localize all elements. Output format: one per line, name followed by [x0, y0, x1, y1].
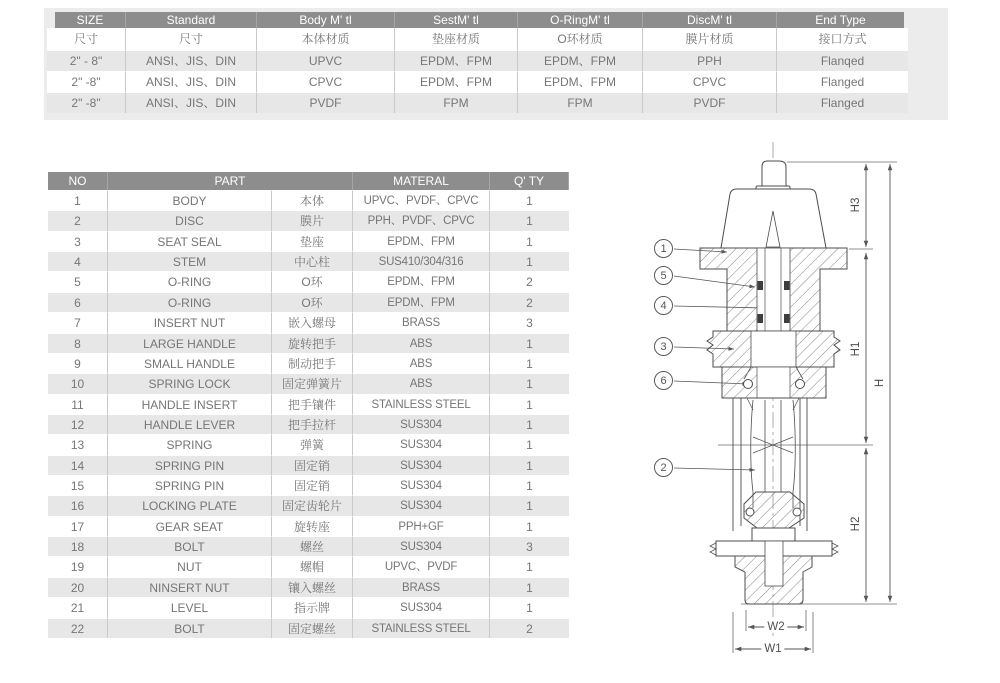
spec-cn-header-cell: O环材质: [518, 28, 643, 50]
parts-table: [48, 172, 569, 638]
spec-header-cell: Body M' tl: [257, 12, 395, 28]
parts-table-row: [48, 434, 569, 454]
part-qty: 3: [490, 536, 569, 556]
part-no: 13: [48, 434, 108, 454]
spec-cell: EPDM、FPM: [395, 71, 518, 92]
dimension-label-H1: H1: [850, 341, 862, 357]
flange-neck: [700, 248, 847, 331]
part-material: EPDM、FPM: [353, 231, 490, 251]
spec-cell: 2" -8": [47, 71, 126, 92]
spec-header-cell: Standard: [126, 12, 257, 28]
o-rings: [758, 281, 790, 323]
callout-4: 4: [654, 296, 673, 315]
part-no: 22: [48, 618, 108, 638]
cap-indicator: [766, 211, 780, 247]
parts-header-cell: PART: [108, 172, 353, 190]
part-qty: 2: [490, 271, 569, 291]
part-material: SUS304: [353, 536, 490, 556]
part-name-cn: 中心柱: [272, 251, 353, 271]
parts-table-row: [48, 455, 569, 475]
callout-leaders: [674, 249, 766, 470]
dimension-label-H2: H2: [850, 516, 862, 532]
parts-table-body: [48, 190, 569, 638]
part-qty: 1: [490, 394, 569, 414]
part-name-en: SPRING: [108, 434, 272, 454]
part-qty: 1: [490, 353, 569, 373]
compressor-disc: [744, 492, 804, 528]
bottom-block: [735, 556, 812, 604]
spec-table-row: [47, 50, 908, 71]
part-name-cn: 固定弹簧片: [272, 373, 353, 393]
parts-table-row: [48, 312, 569, 332]
part-name-en: BODY: [108, 190, 272, 210]
part-name-en: BOLT: [108, 618, 272, 638]
spec-table-cn-header-row: [47, 28, 908, 50]
chamber-walls: [722, 398, 826, 531]
bonnet-cap: [721, 189, 826, 248]
part-material: EPDM、FPM: [353, 292, 490, 312]
spec-cn-header-cell: 尺寸: [47, 28, 126, 50]
spec-header-cell: DiscM' tl: [643, 12, 777, 28]
parts-table-row: [48, 597, 569, 617]
spec-table-panel: [44, 8, 948, 120]
part-name-cn: 固定销: [272, 475, 353, 495]
parts-table-row: [48, 190, 569, 210]
part-qty: 1: [490, 231, 569, 251]
part-name-en: NINSERT NUT: [108, 577, 272, 597]
part-no: 4: [48, 251, 108, 271]
part-no: 9: [48, 353, 108, 373]
parts-header-cell: Q' TY: [490, 172, 569, 190]
part-name-en: LARGE HANDLE: [108, 333, 272, 353]
stem-bore: [757, 248, 790, 331]
part-name-cn: 旋转把手: [272, 333, 353, 353]
parts-table-row: [48, 373, 569, 393]
parts-table-row: [48, 271, 569, 291]
parts-header-cell: NO: [48, 172, 108, 190]
parts-table-row: [48, 475, 569, 495]
spec-cell: 2" -8": [47, 92, 126, 113]
part-qty: 1: [490, 475, 569, 495]
callout-2: 2: [654, 458, 673, 477]
part-name-cn: 固定销: [272, 455, 353, 475]
spec-cn-header-cell: 接口方式: [777, 28, 908, 50]
part-qty: 1: [490, 495, 569, 515]
part-name-cn: 膜片: [272, 210, 353, 230]
part-no: 3: [48, 231, 108, 251]
parts-table-row: [48, 394, 569, 414]
part-qty: 1: [490, 455, 569, 475]
part-material: PPH、PVDF、CPVC: [353, 210, 490, 230]
parts-table-row: [48, 618, 569, 638]
part-name-en: HANDLE INSERT: [108, 394, 272, 414]
part-name-en: O-RING: [108, 292, 272, 312]
part-material: SUS304: [353, 434, 490, 454]
spec-cell: EPDM、FPM: [518, 50, 643, 71]
part-name-cn: O环: [272, 292, 353, 312]
part-no: 15: [48, 475, 108, 495]
parts-table-row: [48, 333, 569, 353]
dimension-label-H: H: [874, 378, 886, 388]
part-name-cn: 螺帽: [272, 556, 353, 576]
spec-header-cell: End Type: [777, 12, 904, 28]
part-name-en: INSERT NUT: [108, 312, 272, 332]
part-name-en: GEAR SEAT: [108, 516, 272, 536]
spec-table-header-row: [55, 12, 908, 28]
part-material: SUS410/304/316: [353, 251, 490, 271]
parts-table-row: [48, 414, 569, 434]
spec-cell: Flanged: [777, 71, 908, 92]
part-qty: 2: [490, 618, 569, 638]
part-qty: 1: [490, 556, 569, 576]
part-material: ABS: [353, 333, 490, 353]
part-material: SUS304: [353, 475, 490, 495]
spec-cell: ANSI、JIS、DIN: [126, 50, 257, 71]
seat-band-upper: [707, 331, 840, 367]
part-no: 20: [48, 577, 108, 597]
spec-header-cell: SestM' tl: [395, 12, 518, 28]
valve-body: [700, 161, 847, 604]
part-name-en: BOLT: [108, 536, 272, 556]
spec-cell: ANSI、JIS、DIN: [126, 71, 257, 92]
part-name-cn: 弹簧: [272, 434, 353, 454]
part-qty: 1: [490, 210, 569, 230]
parts-table-row: [48, 516, 569, 536]
callout-1: 1: [654, 239, 673, 258]
part-qty: 1: [490, 577, 569, 597]
dimension-label-W1: W1: [761, 643, 784, 655]
part-name-en: DISC: [108, 210, 272, 230]
part-name-en: LOCKING PLATE: [108, 495, 272, 515]
spec-table-body: [47, 50, 908, 113]
parts-table-row: [48, 353, 569, 373]
part-material: SUS304: [353, 495, 490, 515]
spec-table-row: [47, 71, 908, 92]
stem-bolt: [762, 161, 786, 186]
callout-6: 6: [654, 371, 673, 390]
part-name-cn: 固定螺丝: [272, 618, 353, 638]
part-material: STAINLESS STEEL: [353, 394, 490, 414]
part-name-en: STEM: [108, 251, 272, 271]
part-material: UPVC、PVDF、CPVC: [353, 190, 490, 210]
part-qty: 1: [490, 190, 569, 210]
spec-cn-header-cell: 垫座材质: [395, 28, 518, 50]
part-no: 6: [48, 292, 108, 312]
part-name-en: SPRING PIN: [108, 455, 272, 475]
bolt-washer: [756, 186, 790, 193]
part-no: 2: [48, 210, 108, 230]
part-material: EPDM、FPM: [353, 271, 490, 291]
part-no: 18: [48, 536, 108, 556]
spec-cell: PVDF: [643, 92, 777, 113]
callout-3: 3: [654, 337, 673, 356]
part-qty: 1: [490, 333, 569, 353]
spec-cell: PPH: [643, 50, 777, 71]
part-no: 19: [48, 556, 108, 576]
part-no: 1: [48, 190, 108, 210]
seat-band-lower: [716, 541, 832, 556]
bonnet-flange: [722, 367, 826, 398]
spec-cell: EPDM、FPM: [518, 71, 643, 92]
spec-cell: EPDM、FPM: [395, 50, 518, 71]
spec-cn-header-cell: 尺寸: [126, 28, 257, 50]
part-no: 8: [48, 333, 108, 353]
spec-cell: CPVC: [643, 71, 777, 92]
part-no: 10: [48, 373, 108, 393]
part-name-cn: 指示牌: [272, 597, 353, 617]
part-material: BRASS: [353, 312, 490, 332]
part-name-cn: 本体: [272, 190, 353, 210]
part-name-cn: 镶入螺丝: [272, 577, 353, 597]
part-material: ABS: [353, 373, 490, 393]
part-no: 5: [48, 271, 108, 291]
spec-cell: Flanged: [777, 92, 908, 113]
parts-table-row: [48, 495, 569, 515]
callout-5: 5: [654, 266, 673, 285]
part-no: 12: [48, 414, 108, 434]
part-name-cn: 把手镶件: [272, 394, 353, 414]
part-material: SUS304: [353, 597, 490, 617]
spec-cell: 2" - 8": [47, 50, 126, 71]
part-no: 17: [48, 516, 108, 536]
diaphragm-vessel: [747, 398, 799, 508]
part-no: 16: [48, 495, 108, 515]
parts-table-row: [48, 536, 569, 556]
parts-table-row: [48, 577, 569, 597]
part-qty: 1: [490, 414, 569, 434]
part-name-en: SPRING PIN: [108, 475, 272, 495]
part-name-cn: 把手拉杆: [272, 414, 353, 434]
part-material: STAINLESS STEEL: [353, 618, 490, 638]
part-material: UPVC、PVDF: [353, 556, 490, 576]
part-material: PPH+GF: [353, 516, 490, 536]
parts-table-row: [48, 556, 569, 576]
spec-cn-header-cell: 本体材质: [257, 28, 395, 50]
dimension-label-W2: W2: [764, 621, 787, 633]
spec-cell: FPM: [518, 92, 643, 113]
extension-lines: [718, 162, 897, 653]
spec-cell: PVDF: [257, 92, 395, 113]
parts-table-row: [48, 231, 569, 251]
spec-header-cell: SIZE: [55, 12, 126, 28]
spec-cell: ANSI、JIS、DIN: [126, 92, 257, 113]
part-material: SUS304: [353, 414, 490, 434]
spec-table: [47, 12, 908, 113]
spec-cell: UPVC: [257, 50, 395, 71]
part-qty: 1: [490, 434, 569, 454]
part-no: 14: [48, 455, 108, 475]
part-name-en: SMALL HANDLE: [108, 353, 272, 373]
part-qty: 1: [490, 516, 569, 536]
part-name-cn: 制动把手: [272, 353, 353, 373]
part-name-en: NUT: [108, 556, 272, 576]
part-name-cn: 嵌入螺母: [272, 312, 353, 332]
part-name-en: HANDLE LEVER: [108, 414, 272, 434]
part-name-en: SPRING LOCK: [108, 373, 272, 393]
part-material: ABS: [353, 353, 490, 373]
part-name-cn: 固定齿轮片: [272, 495, 353, 515]
part-qty: 3: [490, 312, 569, 332]
spec-table-row: [47, 92, 908, 113]
part-name-cn: O环: [272, 271, 353, 291]
dimension-lines: [735, 164, 890, 649]
part-material: SUS304: [353, 455, 490, 475]
dimension-label-H3: H3: [850, 197, 862, 213]
part-no: 11: [48, 394, 108, 414]
parts-table-row: [48, 210, 569, 230]
part-qty: 1: [490, 373, 569, 393]
spec-cn-header-cell: 膜片材质: [643, 28, 777, 50]
part-name-en: LEVEL: [108, 597, 272, 617]
part-no: 7: [48, 312, 108, 332]
part-no: 21: [48, 597, 108, 617]
spec-cell: Flanqed: [777, 50, 908, 71]
part-material: BRASS: [353, 577, 490, 597]
weir-channel: [765, 541, 783, 586]
spec-cell: CPVC: [257, 71, 395, 92]
parts-header-cell: MATERAL: [353, 172, 490, 190]
part-qty: 1: [490, 597, 569, 617]
part-name-cn: 旋转座: [272, 516, 353, 536]
part-qty: 2: [490, 292, 569, 312]
parts-table-header-row: [48, 172, 569, 190]
spec-cell: FPM: [395, 92, 518, 113]
part-name-en: O-RING: [108, 271, 272, 291]
parts-table-row: [48, 251, 569, 271]
part-name-en: SEAT SEAL: [108, 231, 272, 251]
part-name-cn: 螺丝: [272, 536, 353, 556]
part-qty: 1: [490, 251, 569, 271]
part-name-cn: 垫座: [272, 231, 353, 251]
spec-header-cell: O-RingM' tl: [518, 12, 643, 28]
parts-table-row: [48, 292, 569, 312]
